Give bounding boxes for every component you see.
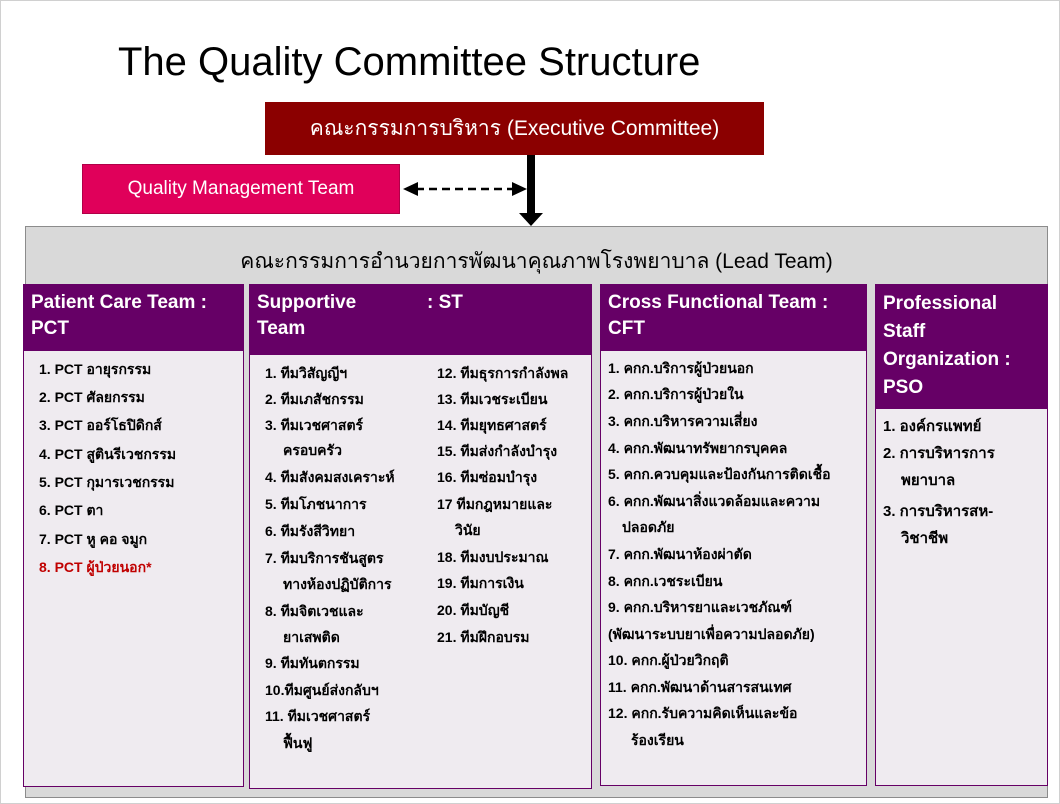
st-item: 18. ทีมงบประมาณ <box>437 549 549 565</box>
cft-item: 12. คกก.รับความคิดเห็นและข้อ <box>608 705 798 721</box>
cft-item: 9. คกก.บริหารยาและเวชภัณฑ์ <box>608 599 792 615</box>
st-item: 4. ทีมสังคมสงเคราะห์ <box>265 469 395 485</box>
lead-team-title: คณะกรรมการอำนวยการพัฒนาคุณภาพโรงพยาบาล (Lead Team) <box>240 250 833 273</box>
pso-item-continued: พยาบาล <box>901 472 956 489</box>
down-arrowhead <box>519 213 543 226</box>
st-item: 21. ทีมฝึกอบรม <box>437 629 530 645</box>
cft-item: 1. คกก.บริการผู้ป่วยนอก <box>608 360 754 376</box>
cft-item: 7. คกก.พัฒนาห้องผ่าตัด <box>608 546 752 562</box>
st-header <box>249 284 592 354</box>
pso-body <box>875 408 1048 786</box>
st-item-continued: ทางห้องปฏิบัติการ <box>283 576 392 592</box>
st-item-continued: วินัย <box>455 522 481 538</box>
st-item-continued: ยาเสพติด <box>283 629 340 645</box>
cft-item: 4. คกก.พัฒนาทรัพยากรบุคคล <box>608 440 788 456</box>
st-item: 2. ทีมเภสัชกรรม <box>265 391 364 407</box>
st-item: 1. ทีมวิสัญญีฯ <box>265 365 348 381</box>
cft-item: 5. คกก.ควบคุมและป้องกันการติดเชื้อ <box>608 466 831 482</box>
st-item: 17 ทีมกฎหมายและ <box>437 496 553 512</box>
executive-committee-box: คณะกรรมการบริหาร (Executive Committee) <box>265 102 764 155</box>
pct-item: 5. PCT กุมารเวชกรรม <box>39 474 175 490</box>
cft-item: 11. คกก.พัฒนาด้านสารสนเทศ <box>608 679 792 695</box>
st-item: 5. ทีมโภชนาการ <box>265 496 367 512</box>
st-item: 7. ทีมบริการชันสูตร <box>265 550 384 566</box>
pso-header: Professional Staff Organization : PSO <box>875 284 1048 408</box>
cft-item: 2. คกก.บริการผู้ป่วยใน <box>608 386 744 402</box>
st-header-name: Supportive Team <box>257 292 357 339</box>
pct-item-highlighted: 8. PCT ผู้ป่วยนอก* <box>39 559 152 575</box>
st-item: 14. ทีมยุทธศาสตร์ <box>437 417 547 433</box>
cft-item-continued: (พัฒนาระบบยาเพื่อความปลอดภัย) <box>608 626 815 642</box>
pct-header: Patient Care Team : PCT <box>23 284 244 350</box>
pso-item: 3. การบริหารสห- <box>883 503 994 520</box>
pct-item: 1. PCT อายุรกรรม <box>39 361 152 377</box>
st-item: 15. ทีมส่งกำลังบำรุง <box>437 443 558 459</box>
st-item: 3. ทีมเวชศาสตร์ <box>265 417 364 433</box>
cft-item: 6. คกก.พัฒนาสิ่งแวดล้อมและความ <box>608 493 821 509</box>
st-item: 19. ทีมการเงิน <box>437 575 524 591</box>
st-item-continued: ครอบครัว <box>283 442 342 458</box>
quality-management-team-box: Quality Management Team <box>82 164 400 214</box>
pct-item: 2. PCT ศัลยกรรม <box>39 389 145 405</box>
st-item: 10.ทีมศูนย์ส่งกลับฯ <box>265 682 379 698</box>
pct-item: 3. PCT ออร์โธปิดิกส์ <box>39 417 162 433</box>
st-item: 11. ทีมเวชศาสตร์ <box>265 708 371 724</box>
left-arrowhead <box>403 182 418 196</box>
cft-item: 8. คกก.เวชระเบียน <box>608 573 723 589</box>
pso-item: 2. การบริหารการ <box>883 445 995 462</box>
pso-item-continued: วิชาชีพ <box>901 530 949 547</box>
cft-item-continued: ปลอดภัย <box>622 519 675 535</box>
pct-item: 7. PCT หู คอ จมูก <box>39 531 148 547</box>
st-item-continued: ฟื้นฟู <box>283 735 313 751</box>
st-item: 20. ทีมบัญชี <box>437 602 510 618</box>
right-arrowhead <box>512 182 527 196</box>
cft-item: 3. คกก.บริหารความเสี่ยง <box>608 413 758 429</box>
pct-item: 6. PCT ตา <box>39 502 104 518</box>
st-header-abbr: : ST <box>427 292 463 313</box>
st-item: 9. ทีมทันตกรรม <box>265 655 360 671</box>
st-item: 12. ทีมธุรการกำลังพล <box>437 365 569 381</box>
pso-item: 1. องค์กรแพทย์ <box>883 418 982 435</box>
st-item: 16. ทีมซ่อมบำรุง <box>437 469 538 485</box>
cft-header: Cross Functional Team : CFT <box>600 284 867 350</box>
cft-item: 10. คกก.ผู้ป่วยวิกฤติ <box>608 652 729 668</box>
cft-item-continued: ร้องเรียน <box>631 732 684 748</box>
st-item: 6. ทีมรังสีวิทยา <box>265 523 356 539</box>
st-item: 13. ทีมเวชระเบียน <box>437 391 548 407</box>
st-item: 8. ทีมจิตเวชและ <box>265 603 364 619</box>
page-title: The Quality Committee Structure <box>118 40 701 84</box>
pct-item: 4. PCT สูตินรีเวชกรรม <box>39 446 177 462</box>
